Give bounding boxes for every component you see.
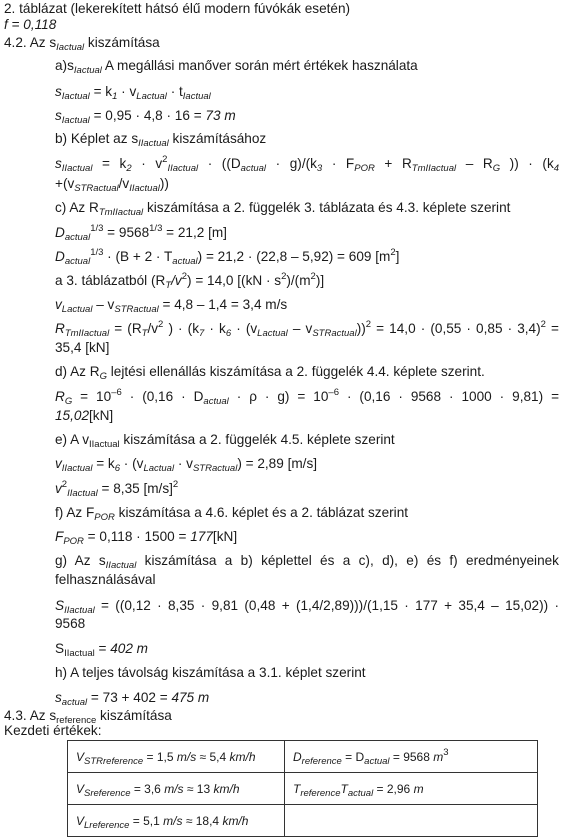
formula-s-iactual: $s_{Iactual} = k_1 \cdot v_{Lactual} \cdot t_{Iactual}$ [55,84,211,102]
calc-s-iiactual-line1: $S_{IIactual} = ((0,12 \cdot 8,35 \cdot 9,81$ (0,48 + (1,4/2,89)))/(1,15 · 177 + 35,4 – 15,02)) · [55,598,559,616]
calc-rg-line2: 15,02[kN] [55,408,114,423]
step-d-heading: d) Az $R_G$ lejtési ellenállás kiszámítása a 2. függelék 4.4. képlete szerint. [55,364,485,382]
step-f-heading: f) Az $F_{POR}$ kiszámítása a 4.6. képlet és a 2. táblázat szerint [55,505,409,523]
result-s-iactual: $s_{Iactual} = 0,95 \cdot 4,8 \cdot 16 = 73$ m [55,108,236,126]
section-heading-4-2: 4.2. Az $s_{Iactual}$ kiszámítása [4,35,160,53]
calc-d-cuberoot: $D_{actual}^{1/3} = 9568^{1/3} = 21,2$ [m] [55,223,227,243]
table-cell-empty [285,805,538,837]
step-c-heading: c) Az $R_{TmIIactual}$ kiszámítása a 2. függelék 3. táblázata és 4.3. képlete szerint [55,200,511,218]
calc-v-iiactual: $v_{IIactual} = k_6 \cdot (v_{Lactual} \cdot v_{STRactual}) = 2,89$ [m/s] [55,456,318,474]
section-heading-4-3: 4.3. Az $s_{reference}$ kiszámítása [4,708,172,726]
result-s-iiactual: $S_{IIactual} = 402$ m [55,641,148,659]
table-cell: $D_{reference} = D_{actual} = 9568$ $m^3$ [285,741,538,773]
step-e-heading: e) A $v_{IIactual}$ kiszámítása a 2. függelék 4.5. képlete szerint [55,432,395,450]
calc-s-iiactual-line2: 9568 [55,616,86,631]
table-cell: $V_{Lreference} = 5,1$ m/s ≈ 18,4 km/h [68,805,285,837]
table-row [68,805,538,837]
calc-rg-line1: $R_G = 10^{-6} \cdot (0,16 \cdot D_{actual} \cdot \rho \cdot g) = 10^{-6} \cdot (0,16 \cdot 9568 \cdot 1000 \cdot 9,81)$ = [55,387,560,407]
formula-s-iiactual-line1: $s_{IIactual} = k_2 \cdot v^2_{IIactual} \cdot ((D_{actual} \cdot g)/(k_3 \cdot F_{POR} + R_{TmIIactual} - R_G$ )) · ($k_4$ [55,154,560,174]
step-g-heading-cont: felhasználásával [55,572,156,587]
reference-values-table [67,740,538,837]
table-cell: $V_{STRreference} = 1,5$ m/s ≈ 5,4 km/h [68,741,285,773]
f-value: f = 0,118 [4,17,57,32]
calc-d-area: $D_{actual}^{1/3} \cdot (B + 2 \cdot T_{actual}) = 21,2 \cdot (22,8 - 5,92) = 609$ $[m^2]$ [55,247,400,267]
step-h-heading: h) A teljes távolság kiszámítása a 3.1. képlet szerint [55,665,366,680]
calc-rtm-line1: $R_{TmIIactual} = (R_T/v^2$ ) · $(k_7 \cdot k_6 \cdot (v_{Lactual} - v_{STRactual}))^2 = 14,0 \cdot (0,55 \cdot 0,85 \cdot 3,4)^2$ = [55,319,559,339]
calc-rt-ratio: a 3. táblázatból $(R_T/v^2) = 14,0$ $[(kN \cdot s^2)/(m^2)]$ [55,271,325,291]
table-row [68,773,538,805]
calc-v2-iiactual: $v^2_{IIactual} = 8,35$ $[m/s]^2$ [55,479,179,499]
step-b-heading: b) Képlet az $s_{IIactual}$ kiszámításához [55,131,267,149]
result-s-actual: $s_{actual} = 73 + 402 = 475$ m [55,690,210,708]
formula-s-iiactual-line2: $+(v_{STRactual}/v_{IIactual})$) [55,176,169,194]
calc-fpor: $F_{POR} = 0,118 \cdot 1500 = 177[kN]$ [55,529,238,547]
step-a-heading: $a)s_{Iactual}$ A megállási manőver során mért értékek használata [55,58,418,76]
calc-velocity-diff: $v_{Lactual} - v_{STRactual} = 4,8 - 1,4 = 3,4$ m/s [55,297,288,315]
table-cell: $T_{reference}T_{actual} = 2,96$ m [285,773,538,805]
calc-rtm-line2: 35,4 [kN] [55,340,110,355]
step-g-heading: g) Az $s_{IIactual}$ kiszámítása a b) képlettel és a c), d), e) és f) eredményeinek [55,553,559,571]
table-caption: 2. táblázat (lekerekített hátsó élű modern fúvókák esetén) [4,1,351,16]
initial-values-label: Kezdeti értékek: [4,723,102,738]
table-row [68,741,538,773]
table-cell: $V_{Sreference} = 3,6$ m/s ≈ 13 km/h [68,773,285,805]
